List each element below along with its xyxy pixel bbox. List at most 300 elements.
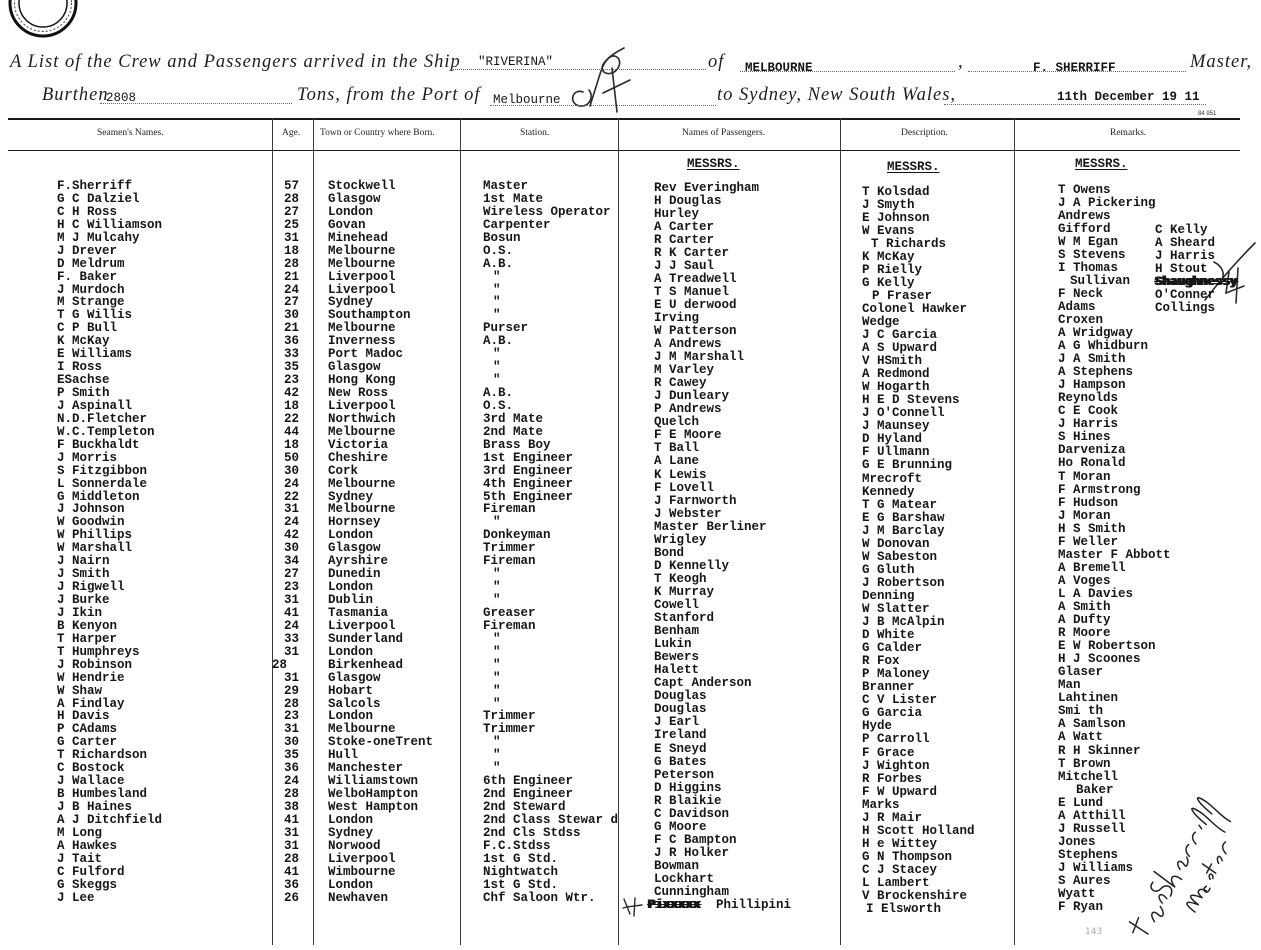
passenger-remarks-extra-column <box>1155 224 1238 315</box>
column-divider <box>618 118 619 945</box>
passenger-remarks-entry: H J Scoones <box>1058 652 1141 667</box>
passenger-remarks-entry: T Owens <box>1058 182 1111 197</box>
passenger-description-entry: Denning <box>862 588 915 603</box>
passenger-description-entry: T Richards <box>871 236 947 251</box>
crew-age: 30 <box>284 735 300 750</box>
crew-station: Trimmer <box>483 709 536 724</box>
crew-name: J Morris <box>57 450 118 465</box>
passenger-remarks-entry: Adams <box>1058 299 1096 314</box>
crew-station: 3rd Engineer <box>483 463 574 478</box>
crew-name: C Bostock <box>57 761 125 776</box>
crew-station: Master <box>483 179 529 193</box>
passenger-remarks-entry: S Hines <box>1058 430 1111 445</box>
passenger-description-entry: G Kelly <box>862 275 915 290</box>
crew-station: Donkeyman <box>483 528 551 543</box>
crew-station: Chf Saloon Wtr. <box>483 890 596 905</box>
tonnage: 2808 <box>106 91 137 105</box>
crew-age: 29 <box>284 683 300 698</box>
crew-name: J Murdoch <box>57 282 125 297</box>
passenger-name: J R Holker <box>654 845 730 860</box>
passenger-description-entry: V HSmith <box>862 354 923 369</box>
crew-age: 35 <box>284 748 300 763</box>
crew-name: D Meldrum <box>57 256 125 271</box>
crew-station: " <box>493 670 501 685</box>
crew-birthplace: Liverpool <box>328 618 396 633</box>
crew-age: 28 <box>284 256 300 271</box>
crew-age: 36 <box>284 761 300 776</box>
crew-age: 30 <box>284 541 300 556</box>
crew-birthplace: Hong Kong <box>328 373 396 388</box>
passenger-name: J Dunleary <box>654 389 730 404</box>
passenger-name: J Webster <box>654 506 722 521</box>
arrival-date: 11th December 19 11 <box>1057 90 1200 104</box>
passenger-name: Cunningham <box>654 885 730 900</box>
passenger-remarks-entry: A Atthill <box>1058 808 1126 823</box>
passenger-description-entry: J M Barclay <box>862 523 945 538</box>
crew-name: W Phillips <box>57 528 133 543</box>
crew-station: " <box>493 696 501 711</box>
passenger-name: Lukin <box>654 637 692 652</box>
passenger-name: R Carter <box>654 232 715 247</box>
crew-age: 21 <box>284 321 300 336</box>
passenger-description-entry: H e Wittey <box>862 836 938 851</box>
passenger-description-entry: T Kolsdad <box>862 184 930 199</box>
passenger-description-entry: F W Upward <box>862 784 938 799</box>
crew-birthplace: Liverpool <box>328 269 396 284</box>
crew-station: " <box>493 631 501 646</box>
crew-name: B Kenyon <box>57 618 118 633</box>
passenger-remarks-entry: C E Cook <box>1058 404 1119 419</box>
passenger-remarks-extra-entry: Collings <box>1155 301 1216 316</box>
passenger-name: J M Marshall <box>654 350 745 365</box>
passenger-description-entry: C V Lister <box>862 693 938 708</box>
passenger-description-entry: D White <box>862 628 915 643</box>
crew-birthplace: Melbourne <box>328 243 396 258</box>
crew-birthplace: Glasgow <box>328 191 381 206</box>
crew-birthplace-column <box>328 180 433 905</box>
crew-station: " <box>493 269 501 284</box>
passenger-remarks-entry: R H Skinner <box>1058 743 1141 758</box>
crew-age: 31 <box>284 838 300 853</box>
remarks-heading: MESSRS. <box>1075 157 1128 171</box>
passenger-description-entry: A Redmond <box>862 367 930 382</box>
passenger-name: Rev Everingham <box>654 180 760 195</box>
crew-birthplace: London <box>328 580 374 595</box>
crew-age: 23 <box>284 373 300 388</box>
list-title: A List of the Crew and Passengers arrived in the Ship <box>10 52 461 72</box>
passenger-name: Bond <box>654 545 685 560</box>
crew-age: 23 <box>284 709 300 724</box>
crew-name: J Smith <box>57 567 110 582</box>
crew-age: 27 <box>284 204 300 219</box>
crew-station: " <box>493 347 501 362</box>
passenger-remarks-entry: Andrews <box>1058 208 1111 223</box>
passenger-remarks-entry: Darveniza <box>1058 443 1126 458</box>
crew-age: 28 <box>284 696 300 711</box>
crew-names-column <box>57 180 162 905</box>
passenger-name: J Earl <box>654 715 700 730</box>
passenger-name: Irving <box>654 310 700 325</box>
passenger-remarks-entry: S Stevens <box>1058 247 1126 262</box>
passenger-remarks-entry: H S Smith <box>1058 521 1126 536</box>
passenger-description-entry: G E Brunning <box>862 458 953 473</box>
crew-station: Greaser <box>483 605 536 620</box>
crew-age: 18 <box>284 437 300 452</box>
description-heading: MESSRS. <box>887 160 940 174</box>
passenger-description-entry: Branner <box>862 680 915 695</box>
crew-station: " <box>493 567 501 582</box>
passenger-description-entry: J C Garcia <box>862 328 938 343</box>
passenger-remarks-entry: J A Pickering <box>1058 195 1156 210</box>
passenger-description-entry: Colonel Hawker <box>862 301 968 316</box>
passenger-remarks-entry: E Lund <box>1058 795 1104 810</box>
passenger-name: R K Carter <box>654 245 730 260</box>
crew-birthplace: Southampton <box>328 308 411 323</box>
column-header-station: Station. <box>520 128 550 138</box>
from-port-label: Tons, from the Port of <box>297 85 481 105</box>
home-port: MELBOURNE <box>745 61 813 75</box>
column-divider <box>1014 118 1015 945</box>
crew-station: 2nd Class Stewar d <box>483 812 619 827</box>
passenger-remarks-entry: E W Robertson <box>1058 639 1156 654</box>
crew-birthplace: Glasgow <box>328 360 381 375</box>
passenger-remarks-entry: A Wridgway <box>1058 326 1134 341</box>
passenger-name: T S Manuel <box>654 284 730 299</box>
passenger-description-entry: P Rielly <box>862 262 923 277</box>
passenger-description-entry: R Forbes <box>862 771 923 786</box>
ship-name-dotted-line <box>450 69 706 70</box>
passenger-remarks-entry: Gifford <box>1058 221 1111 236</box>
crew-station: Fireman <box>483 554 536 569</box>
passenger-description-entry: J Smyth <box>862 197 915 212</box>
crew-age: 50 <box>284 450 300 465</box>
burthen-label: Burthen <box>42 85 109 105</box>
struck-out-entry: Pixxxxx <box>648 898 701 912</box>
passenger-name: H Douglas <box>654 193 722 208</box>
crew-station: Bosun <box>483 230 521 245</box>
crew-birthplace: Cheshire <box>328 450 389 465</box>
crew-station: A.B. <box>483 334 514 349</box>
passenger-name: R Cawey <box>654 376 707 391</box>
passenger-name: Douglas <box>654 702 707 717</box>
crew-name: J Robinson <box>57 657 133 672</box>
passenger-description-entry: G Garcia <box>862 706 923 721</box>
passenger-description-entry: E G Barshaw <box>862 510 945 525</box>
passenger-remarks-entry: Glaser <box>1058 665 1104 680</box>
crew-birthplace: London <box>328 709 374 724</box>
crew-station: " <box>493 360 501 375</box>
crew-name: W Goodwin <box>57 515 125 530</box>
crew-birthplace: West Hampton <box>328 800 419 814</box>
crew-station: " <box>493 761 501 776</box>
crew-birthplace: Sydney <box>328 489 374 504</box>
crew-age: 31 <box>284 644 300 659</box>
passenger-description-entry: J B McAlpin <box>862 615 945 630</box>
crew-name: K McKay <box>57 334 110 349</box>
passenger-name: Hurley <box>654 206 700 221</box>
crew-name: J Burke <box>57 593 110 607</box>
passenger-name: P Andrews <box>654 402 722 417</box>
crew-age: 27 <box>284 295 300 310</box>
passenger-description-entry: P Maloney <box>862 667 930 682</box>
passenger-name: T Keogh <box>654 571 707 586</box>
passenger-name: A Andrews <box>654 337 722 352</box>
crew-name: E Williams <box>57 347 133 362</box>
passenger-remarks-entry: F Armstrong <box>1058 482 1141 497</box>
crew-birthplace: Ayrshire <box>328 554 389 569</box>
crew-station: 6th Engineer <box>483 774 574 789</box>
passenger-description-entry: F Grace <box>862 745 915 760</box>
master-label: Master, <box>1190 52 1252 72</box>
passenger-remarks-entry: F Weller <box>1058 534 1119 549</box>
passenger-remarks-entry: A Smith <box>1058 600 1111 614</box>
crew-station: 1st G Std. <box>483 851 559 866</box>
passenger-description-entry: J Robertson <box>862 575 945 590</box>
passenger-remarks-entry: Mitchell <box>1058 769 1119 784</box>
crew-age: 42 <box>284 386 300 400</box>
crew-birthplace: Minehead <box>328 230 389 245</box>
passenger-name: Wrigley <box>654 532 707 547</box>
passenger-description-entry: W Donovan <box>862 536 930 551</box>
column-divider <box>460 118 461 945</box>
passenger-remarks-entry: Reynolds <box>1058 391 1119 406</box>
passenger-description-entry: F Ullmann <box>862 445 930 460</box>
passenger-description-entry: W Evans <box>862 223 915 238</box>
crew-age: 41 <box>284 864 300 879</box>
passenger-remarks-entry: A Dufty <box>1058 613 1111 628</box>
crew-station: Fireman <box>483 502 536 517</box>
passenger-name: J J Saul <box>654 258 715 273</box>
column-header-remarks: Remarks. <box>1110 128 1147 138</box>
passenger-name: Lockhart <box>654 871 715 886</box>
crew-name: J B Haines <box>57 800 133 814</box>
passenger-name: Stanford <box>654 611 715 626</box>
crew-station: F.C.Stdss <box>483 838 551 853</box>
crew-name: J Nairn <box>57 554 110 569</box>
passenger-description-entry: W Sabeston <box>862 549 938 564</box>
crew-name: J Ikin <box>57 605 103 620</box>
crew-birthplace: Norwood <box>328 838 381 853</box>
crew-station: 1st Mate <box>483 191 544 206</box>
passenger-description-entry: G Gluth <box>862 562 915 577</box>
crew-age: 30 <box>284 308 300 323</box>
passenger-description-entry: J Wighton <box>862 758 930 773</box>
crew-age: 31 <box>284 230 300 245</box>
crew-station: 4th Engineer <box>483 476 574 491</box>
crew-birthplace: London <box>328 644 374 659</box>
crew-age: 38 <box>284 800 300 814</box>
crew-birthplace: Dunedin <box>328 567 381 582</box>
crew-name: J Tait <box>57 851 103 866</box>
passenger-name: E U derwood <box>654 297 737 312</box>
crew-age: 22 <box>284 411 300 426</box>
passenger-name: Halett <box>654 663 700 678</box>
crew-age: 18 <box>284 243 300 258</box>
crew-station: " <box>493 515 501 530</box>
passenger-description-entry: J R Mair <box>862 810 923 825</box>
ship-name: "RIVERINA" <box>478 55 554 69</box>
crew-name: ESachse <box>57 373 110 388</box>
crew-age: 34 <box>284 554 300 569</box>
crew-birthplace: Sydney <box>328 295 374 310</box>
passenger-remarks-entry: Baker <box>1076 782 1114 797</box>
crew-birthplace: WelboHampton <box>328 787 419 802</box>
crew-birthplace: Tasmania <box>328 605 389 620</box>
crew-birthplace: Cork <box>328 463 359 478</box>
crew-name: H C Williamson <box>57 217 163 232</box>
passenger-remarks-entry: I Thomas <box>1058 260 1119 275</box>
crew-station: " <box>493 735 501 750</box>
crew-age: 31 <box>284 670 300 685</box>
passenger-remarks-entry: A Bremell <box>1058 560 1126 575</box>
crew-name: P Smith <box>57 386 110 400</box>
passenger-description-entry: Wedge <box>862 314 900 329</box>
crew-birthplace: Northwich <box>328 411 396 426</box>
passenger-description-entry: Marks <box>862 797 900 812</box>
passenger-description-column <box>862 186 975 917</box>
crew-age: 42 <box>284 528 300 543</box>
crew-name: T Humphreys <box>57 644 140 659</box>
crew-age: 28 <box>284 787 300 802</box>
passenger-name: T Ball <box>654 441 700 456</box>
crew-station: Brass Boy <box>483 437 551 452</box>
crew-birthplace: Melbourne <box>328 476 396 491</box>
passenger-description-entry: H Scott Holland <box>862 823 975 838</box>
crew-name: J Wallace <box>57 774 125 789</box>
crew-birthplace: Hull <box>328 748 359 763</box>
passenger-name: Benham <box>654 624 700 639</box>
passenger-name: F C Bampton <box>654 832 737 847</box>
crew-age: 26 <box>284 890 300 905</box>
crew-birthplace: Birkenhead <box>328 657 404 672</box>
passenger-description-entry: A S Upward <box>862 341 938 356</box>
crew-station: " <box>493 308 501 323</box>
crew-age: 21 <box>284 269 300 284</box>
passenger-description-entry: T G Matear <box>862 497 938 512</box>
crew-birthplace: Glasgow <box>328 670 381 685</box>
crew-station: " <box>493 657 501 672</box>
passenger-description-entry: Mrecroft <box>862 471 923 486</box>
passenger-description-entry: Hyde <box>862 719 893 734</box>
crew-birthplace: Glasgow <box>328 541 381 556</box>
crew-age: 24 <box>284 618 300 633</box>
passenger-name: Quelch <box>654 415 700 430</box>
crew-station: " <box>493 748 501 763</box>
passenger-name: A Treadwell <box>654 271 737 286</box>
passenger-names-column <box>654 182 791 913</box>
crew-birthplace: Govan <box>328 217 366 232</box>
crew-name: M J Mulcahy <box>57 230 140 245</box>
passenger-remarks-entry: F Neck <box>1058 286 1104 301</box>
passenger-remarks-entry: A Watt <box>1058 730 1104 745</box>
passenger-description-entry: J Maunsey <box>862 419 930 434</box>
passenger-description-entry: K McKay <box>862 249 915 264</box>
passenger-name: Phillipini <box>716 898 792 913</box>
crew-station: " <box>493 580 501 595</box>
passenger-remarks-entry: Wyatt <box>1058 887 1096 902</box>
passenger-remarks-entry: Stephens <box>1058 847 1119 862</box>
crew-age: 57 <box>284 179 300 193</box>
passenger-remarks-entry: A Stephens <box>1058 365 1134 380</box>
passenger-heading: MESSRS. <box>687 157 740 171</box>
crew-name: B Humbesland <box>57 787 148 802</box>
column-header-seamen: Seamen's Names. <box>97 128 164 138</box>
crew-birthplace: London <box>328 204 374 219</box>
passenger-remarks-entry: L A Davies <box>1058 586 1134 601</box>
crew-birthplace: Melbourne <box>328 502 396 517</box>
crew-birthplace: Liverpool <box>328 282 396 297</box>
crew-station: 2nd Engineer <box>483 787 574 802</box>
passenger-description-entry: D Hyland <box>862 432 923 447</box>
crew-station: 1st G Std. <box>483 877 559 892</box>
crew-birthplace: London <box>328 528 374 543</box>
passenger-description-entry: R Fox <box>862 654 900 669</box>
registry-seal-icon <box>10 0 76 36</box>
crew-station: 3rd Mate <box>483 411 544 426</box>
column-header-passengers: Names of Passengers. <box>682 128 766 138</box>
crew-name: A Findlay <box>57 696 125 711</box>
crew-name: J Aspinall <box>57 398 133 413</box>
crew-birthplace: Newhaven <box>328 890 389 905</box>
passenger-description-entry: W Hogarth <box>862 380 930 395</box>
passenger-name: J Farnworth <box>654 493 737 508</box>
crew-age: 30 <box>284 463 300 478</box>
crew-birthplace: Melbourne <box>328 256 396 271</box>
passenger-remarks-entry: A Samlson <box>1058 717 1126 732</box>
passenger-description-entry: G N Thompson <box>862 849 953 864</box>
crew-age: 24 <box>284 476 300 491</box>
passenger-name: G Bates <box>654 754 707 769</box>
crew-name: J Drever <box>57 243 118 258</box>
crew-name: H Davis <box>57 709 110 724</box>
crew-name: F Buckhaldt <box>57 437 140 452</box>
crew-station: 5th Engineer <box>483 489 574 504</box>
passenger-name: M Varley <box>654 363 715 378</box>
crew-birthplace: Dublin <box>328 593 374 607</box>
passenger-description-entry: J O'Connell <box>862 406 945 421</box>
passenger-name: R Blaikie <box>654 793 722 808</box>
crew-station: Nightwatch <box>483 864 559 879</box>
passenger-name: E Sneyd <box>654 741 707 756</box>
passenger-name: K Lewis <box>654 467 707 482</box>
crew-name: T G Willis <box>57 308 133 323</box>
passenger-name: F Lovell <box>654 480 715 495</box>
passenger-remarks-entry: J Russell <box>1058 821 1126 836</box>
passenger-remarks-extra-entry: Shaughnessy <box>1155 275 1238 290</box>
passenger-description-entry: E Johnson <box>862 210 930 225</box>
passenger-remarks-extra-entry: H Stout <box>1155 262 1208 277</box>
passenger-remarks-entry: J Williams <box>1058 860 1134 875</box>
crew-age: 33 <box>284 347 300 362</box>
passenger-remarks-extra-entry: J Harris <box>1155 249 1216 264</box>
handwritten-mark-top <box>573 48 630 112</box>
crew-station: Wireless Operator <box>483 204 611 219</box>
crew-name: F. Baker <box>57 269 118 284</box>
crew-birthplace: Sunderland <box>328 631 404 646</box>
crew-age: 41 <box>284 605 300 620</box>
crew-station: " <box>493 282 501 297</box>
table-header-rule <box>8 150 1240 151</box>
crew-station: 2nd Cls Stdss <box>483 825 581 840</box>
passenger-name: Peterson <box>654 767 715 782</box>
passenger-name: W Patterson <box>654 324 737 339</box>
crew-birthplace: Melbourne <box>328 321 396 336</box>
destination-label: to Sydney, New South Wales, <box>717 85 957 105</box>
crew-age: 24 <box>284 282 300 297</box>
passenger-name: Bewers <box>654 650 700 665</box>
crew-name: T Harper <box>57 631 118 646</box>
passenger-name: Douglas <box>654 689 707 704</box>
